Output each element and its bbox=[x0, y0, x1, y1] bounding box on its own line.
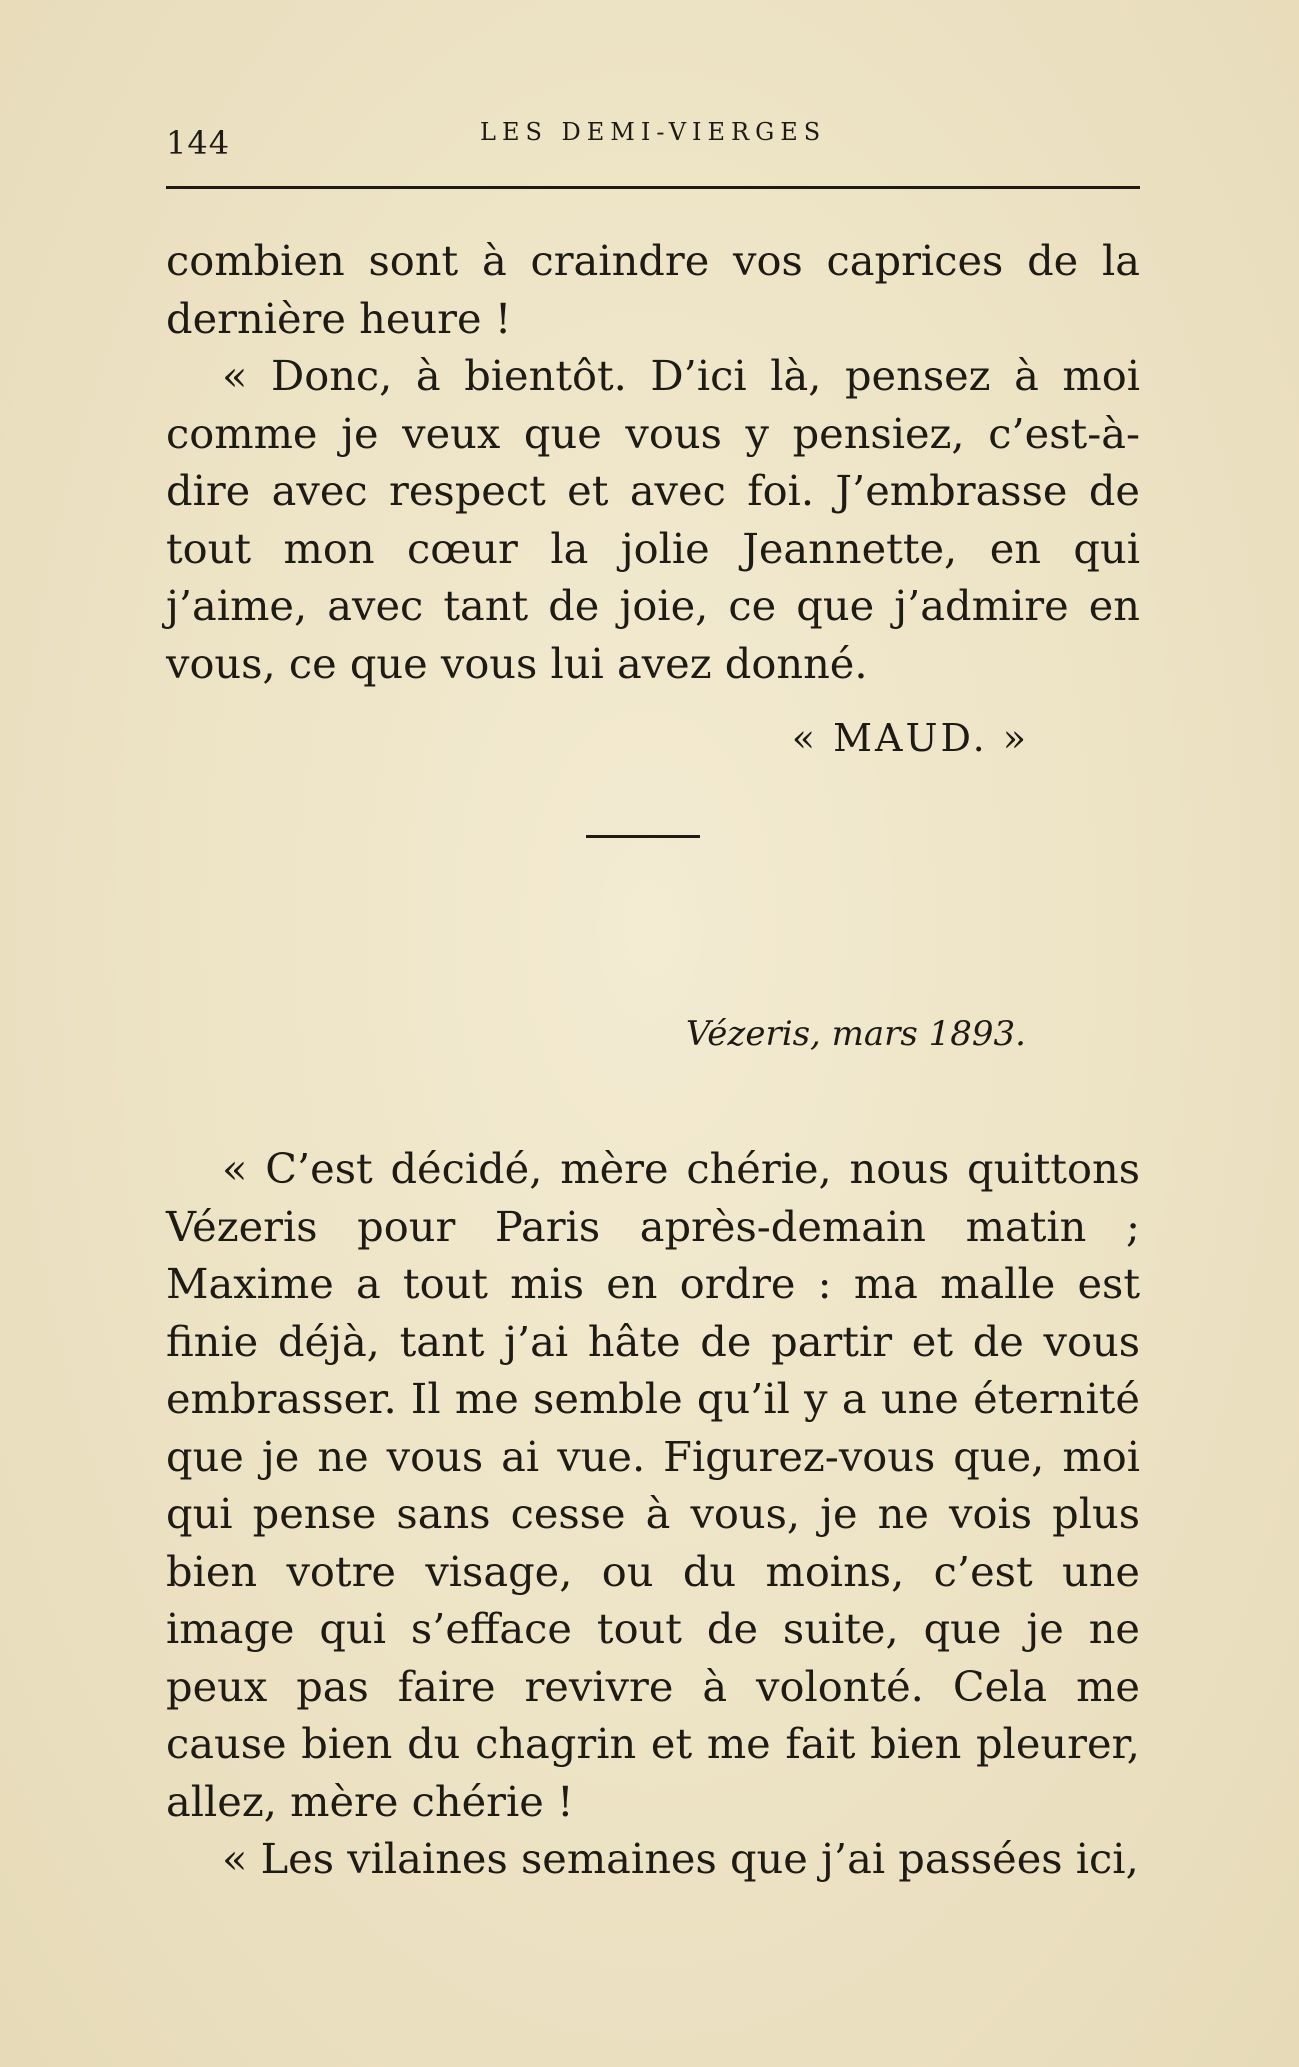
letter-one-body bbox=[166, 232, 1140, 692]
page-number: 144 bbox=[166, 124, 231, 162]
paragraph: combien sont à craindre vos caprices de la dernière heure ! bbox=[166, 236, 1140, 343]
paragraph: « Les vilaines semaines que j’ai passées ici, bbox=[222, 1834, 1139, 1883]
running-title: LES DEMI-VIERGES bbox=[480, 118, 827, 146]
dateline: Vézeris, mars 1893. bbox=[685, 1014, 1026, 1054]
section-separator bbox=[586, 835, 700, 838]
paragraph: « Donc, à bientôt. D’ici là, pensez à moi comme je veux que vous y pensiez, c’est-à-dire avec respect et avec foi. J’embrasse de tout mon cœur la jolie Jeannette, en qui j’aime, avec tant de joie, ce que j’admire en vous, ce que vous lui avez donné. bbox=[166, 351, 1140, 688]
paragraph: « C’est décidé, mère chérie, nous quittons Vézeris pour Paris après-demain matin ; Maxime a tout mis en ordre : ma malle est finie déjà, tant j’ai hâte de partir et de vous embrasser. Il me semble qu’il y a une éternité que je ne vous ai vue. Figurez-vous que, moi qui pense sans cesse à vous, je ne vois plus bien votre visage, ou du moins, c’est une image qui s’efface tout de suite, que je ne peux pas faire revivre à volonté. Cela me cause bien du chagrin et me fait bien pleurer, allez, mère chérie ! bbox=[166, 1144, 1140, 1826]
header-rule bbox=[166, 186, 1140, 189]
letter-two-body bbox=[166, 1140, 1140, 1888]
signature: « MAUD. » bbox=[791, 716, 1029, 760]
